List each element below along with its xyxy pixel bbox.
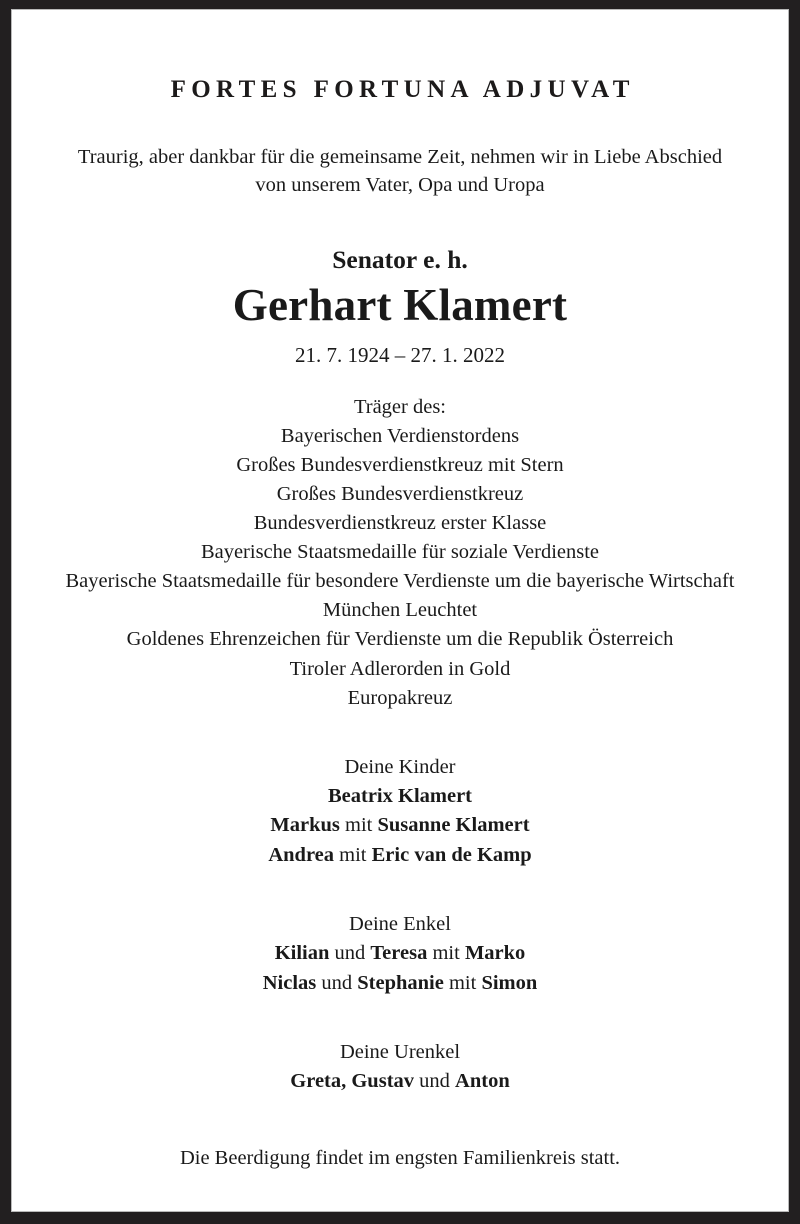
family-connector: mit [334,843,372,866]
family-member-line [263,841,538,870]
family-member-name: Kilian [274,942,330,965]
life-dates: 21. 7. 1924 – 27. 1. 2022 [295,342,505,367]
family-member-name: Simon [481,971,538,994]
family-member-line [263,939,538,968]
family-member-name: Markus [270,814,340,837]
honor-item: Bayerische Staatsmedaille für besondere Verdienste um die bayerische Wirtschaft [65,570,735,593]
honor-item: München Leuchtet [322,599,478,622]
honorific-title: Senator e. h. [332,245,468,275]
family-group-heading: Deine Urenkel [339,1040,461,1063]
honors-section [66,393,735,713]
family-group-heading: Deine Kinder [344,755,456,778]
obituary-card [11,9,789,1212]
family-member-name: Eric van de Kamp [371,843,532,866]
motto-heading: FORTES FORTUNA ADJUVAT [170,76,635,103]
family-member-line [263,811,538,840]
family-group-heading: Deine Enkel [349,913,451,936]
family-connector: und [329,942,371,965]
family-connector: mit [339,814,378,837]
intro-paragraph: Traurig, aber dankbar für die gemeinsame Zeit, nehmen wir in Liebe Abschied von unserem Vater, Opa und Uropa [77,145,723,196]
family-connector: und [316,971,358,994]
family-member-line [263,969,538,998]
family-member-line [263,1067,538,1096]
honors-list [66,422,735,713]
family-group [263,753,538,870]
honor-item: Großes Bundesverdienstkreuz mit Stern [236,453,564,476]
honor-item: Bundesverdienstkreuz erster Klasse [253,512,547,535]
honor-item: Bayerischen Verdienstordens [280,424,520,447]
family-group [263,1038,538,1097]
family-member-name: Anton [455,1070,510,1093]
family-connector: mit [443,971,482,994]
honor-item: Tiroler Adlerorden in Gold [289,657,511,680]
family-member-name: Marko [464,942,526,965]
honor-item: Großes Bundesverdienstkreuz [276,482,524,505]
closing-note: Die Beerdigung findet im engsten Familienkreis statt. [179,1146,621,1169]
honor-item: Bayerische Staatsmedaille für soziale Verdienste [200,541,600,564]
family-member-name: Niclas [262,971,317,994]
family-member-name: Andrea [268,843,335,866]
family-member-name: Susanne Klamert [377,814,530,837]
family-member-name: Beatrix Klamert [327,785,472,808]
family-group [263,910,538,998]
honor-item: Europakreuz [347,686,453,709]
family-member-name: Greta, Gustav [290,1070,415,1093]
family-member-name: Teresa [370,942,428,965]
honor-item: Goldenes Ehrenzeichen für Verdienste um die Republik Österreich [126,628,674,651]
family-member-name: Stephanie [357,971,444,994]
family-connector: mit [427,942,465,965]
honors-lead-label: Träger des: [353,395,447,418]
deceased-name: Gerhart Klamert [232,280,568,331]
family-member-line [263,782,538,811]
family-sections [263,713,538,1097]
family-connector: und [414,1070,456,1093]
